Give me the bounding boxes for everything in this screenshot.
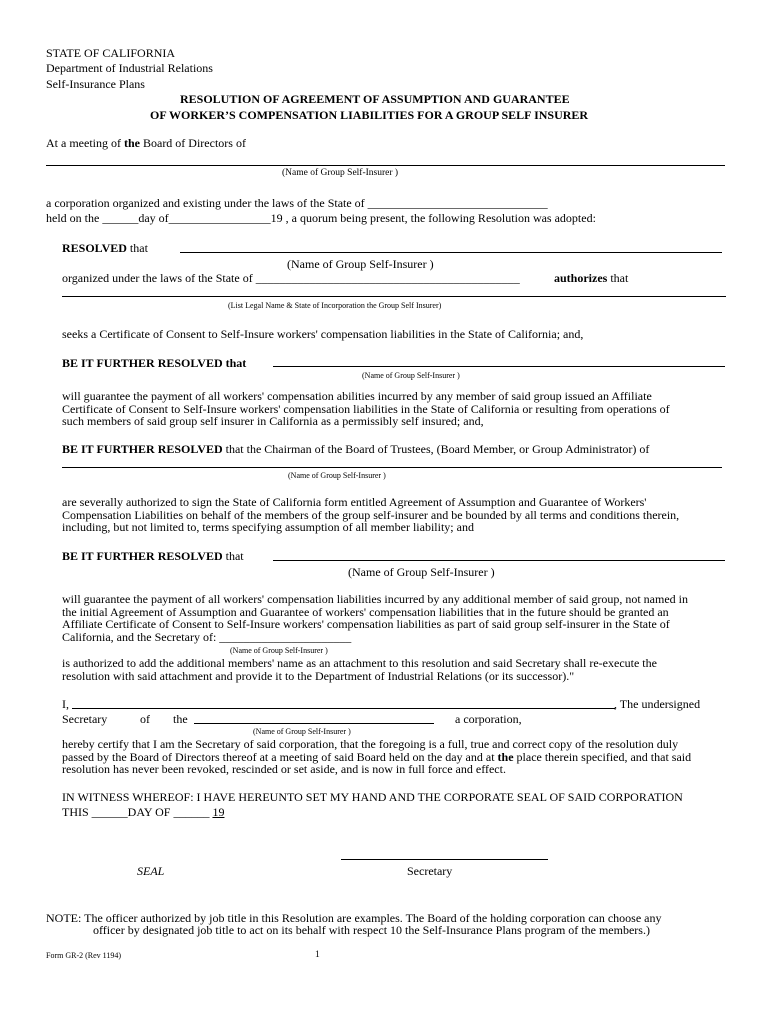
undersigned-name-field[interactable] xyxy=(72,708,615,709)
resolved-4-body-2-line: resolution with said attachment and provide it to the Department of Industrial Relations (or its successor)." xyxy=(62,668,575,683)
organized-line xyxy=(62,271,520,285)
authorizes-text xyxy=(554,271,628,285)
witness-line-2 xyxy=(62,805,224,819)
resolved-3-caption: (Name of Group Self-Insurer ) xyxy=(288,471,386,480)
resolved-4-body-line: the initial Agreement of Assumption and Guarantee of workers' compensation liabilities that in the future should be granted an xyxy=(62,604,669,619)
the-label: the xyxy=(173,712,188,726)
resolved-4-body-line: will guarantee the payment of all workers' compensation liabilities incurred by any additional member of said group, not named in xyxy=(62,592,688,606)
agency-state: STATE OF CALIFORNIA xyxy=(46,46,176,60)
seeks-line: seeks a Certificate of Consent to Self-Insure workers' compensation liabilities in the State of California; and, xyxy=(62,327,584,341)
resolved-3-body-line: are severally authorized to sign the State of California form entitled Agreement of Assumption and Guarantee of Workers' xyxy=(62,495,647,509)
certification-body-text: passed by the Board of Directors thereof at a meeting of said Board held on the day and at xyxy=(62,749,498,764)
resolved-3-heading xyxy=(62,442,649,456)
resolved-4-heading xyxy=(62,549,244,563)
resolved-4-caption: (Name of Group Self-Insurer ) xyxy=(348,565,495,579)
witness-day-text: THIS ______DAY OF ______ xyxy=(62,805,213,819)
resolved-4-body-2 xyxy=(62,657,657,682)
authorizes-that: that xyxy=(607,271,629,285)
resolved-4-body xyxy=(62,593,688,643)
held-on-line: held on the ______day of_________________19 , a quorum being present, the following Resolution was adopted: xyxy=(46,211,596,225)
seal-label: SEAL xyxy=(137,864,165,878)
resolved-3-body-line: Compensation Liabilities on behalf of the members of the group self-insurer and be bounded by all terms and conditions therein, xyxy=(62,507,680,522)
of-label: of xyxy=(140,712,150,726)
resolved-3-name-field[interactable] xyxy=(62,467,722,468)
meeting-text-pre: At a meeting of xyxy=(46,136,124,150)
resolved-2-body-line: such members of said group self insurer in California as a permissibly self insured; and, xyxy=(62,414,484,429)
group-name-caption: (Name of Group Self-Insurer ) xyxy=(282,168,399,178)
resolved-3-body-line: including, but not limited to, terms specifying assumption of all member liability; and xyxy=(62,520,474,535)
resolved-2-heading: BE IT FURTHER RESOLVED that xyxy=(62,356,247,370)
corporation-state-line: a corporation organized and existing under the laws of the State of ______________________________ xyxy=(46,196,548,210)
resolved-4-label: BE IT FURTHER RESOLVED xyxy=(62,549,223,563)
meeting-text-bold: the xyxy=(123,136,140,150)
group-name-field[interactable] xyxy=(46,165,725,166)
meeting-text-post: Board of Directors of xyxy=(139,136,246,150)
title-line-1: RESOLUTION OF AGREEMENT OF ASSUMPTION AND GUARANTEE xyxy=(180,92,570,106)
certification-body-tail: place therein specified, and that said xyxy=(513,749,692,764)
resolved-4-name-field[interactable] xyxy=(273,560,725,561)
meeting-line xyxy=(46,136,246,150)
certification-body xyxy=(62,738,691,776)
organized-text: organized under the laws of the State of ____________________________________________ xyxy=(62,271,520,285)
secretary-of-caption: (Name of Group Self-Insurer ) xyxy=(230,646,328,655)
resolved-2-body-line: Certificate of Consent to Self-Insure workers' compensation liabilities in the State of California or resulting from operations of xyxy=(62,401,670,416)
secretary-label: Secretary xyxy=(62,712,108,726)
note-line-2: officer by designated job title to act on its behalf with respect 10 the Self-Insurance Plans program of the members.) xyxy=(93,923,650,937)
undersigned-text: , The undersigned xyxy=(614,697,701,711)
resolved-3-body xyxy=(62,496,679,534)
note-line-1: NOTE: The officer authorized by job title in this Resolution are examples. The Board of the holding corporation can choose any xyxy=(46,911,662,925)
resolved-label: RESOLVED xyxy=(62,241,127,255)
resolved-3-text: that the Chairman of the Board of Trustees, (Board Member, or Group Administrator) of xyxy=(222,442,650,456)
agency-division: Self-Insurance Plans xyxy=(46,77,145,91)
resolved-3-label: BE IT FURTHER RESOLVED xyxy=(62,442,223,456)
page-number: 1 xyxy=(315,950,320,960)
secretary-signature-line[interactable] xyxy=(341,859,548,860)
legal-name-field[interactable] xyxy=(62,296,726,297)
secretary-signature-label: Secretary xyxy=(407,864,453,878)
certification-caption: (Name of Group Self-Insurer ) xyxy=(253,727,351,736)
legal-name-caption: (List Legal Name & State of Incorporation the Group Self Insurer) xyxy=(228,301,442,310)
resolved-1-name-field[interactable] xyxy=(180,252,722,253)
witness-line-1: IN WITNESS WHEREOF: I HAVE HEREUNTO SET MY HAND AND THE CORPORATE SEAL OF SAID CORPORATION xyxy=(62,790,683,804)
resolved-4-body-line: Affiliate Certificate of Consent to Self-Insure workers' compensation liabilities as part of said group self-insurer in the State of xyxy=(62,617,670,632)
resolved-1-caption: (Name of Group Self-Insurer ) xyxy=(287,257,434,271)
resolved-1-heading xyxy=(62,241,148,255)
form-number: Form GR-2 (Rev 1194) xyxy=(46,951,122,960)
authorizes-bold: authorizes xyxy=(554,271,608,285)
resolved-4-that: that xyxy=(222,549,244,563)
certification-group-name-field[interactable] xyxy=(194,723,434,724)
resolved-2-body xyxy=(62,390,670,428)
title-line-2: OF WORKER’S COMPENSATION LIABILITIES FOR A GROUP SELF INSURER xyxy=(150,108,589,122)
witness-year: 19 xyxy=(212,805,225,819)
agency-department: Department of Industrial Relations xyxy=(46,61,213,75)
resolved-that: that xyxy=(126,241,148,255)
resolved-4-body-line: California, and the Secretary of: ______________________ xyxy=(62,629,352,644)
certification-body-bold: the xyxy=(497,749,514,764)
corporation-label: a corporation, xyxy=(455,712,522,726)
resolved-2-caption: (Name of Group Self-Insurer ) xyxy=(362,371,460,380)
resolved-4-body-2-line: is authorized to add the additional members' name as an attachment to this resolution and said Secretary shall re-execute the xyxy=(62,656,657,670)
certification-body-line: hereby certify that I am the Secretary of said corporation, that the foregoing is a full, true and correct copy of the resolution duly xyxy=(62,737,679,751)
certification-body-line: resolution has never been revoked, rescinded or set aside, and is now in full force and effect. xyxy=(62,762,506,777)
i-line-label: I, xyxy=(62,697,69,711)
resolved-2-name-field[interactable] xyxy=(273,366,725,367)
resolved-2-body-line: will guarantee the payment of all workers' compensation abilities incurred by any member of said group issued an Affiliate xyxy=(62,389,652,403)
